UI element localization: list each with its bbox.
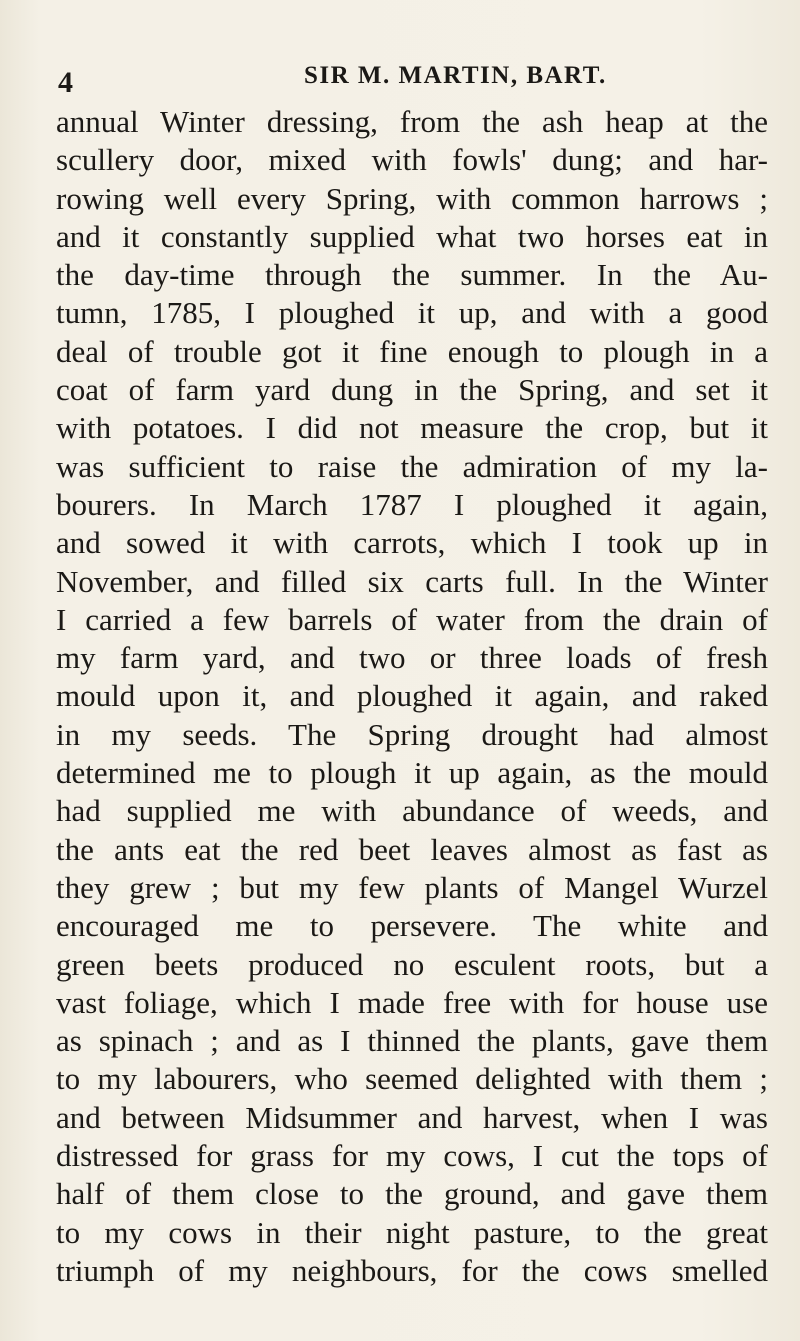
text-line: mould upon it, and ploughed it again, and raked (56, 678, 768, 714)
text-line: bourers. In March 1787 I ploughed it again, (56, 486, 768, 522)
text-line: was sufficient to raise the admiration of my la- (56, 448, 768, 484)
text-line: the day-time through the summer. In the Au- (56, 257, 768, 293)
text-line: scullery door, mixed with fowls' dung; and har- (56, 142, 768, 178)
text-line: as spinach ; and as I thinned the plants, gave them (56, 1023, 768, 1059)
text-line: to my cows in their night pasture, to the great (56, 1214, 768, 1250)
page-number: 4 (58, 66, 73, 99)
text-line: tumn, 1785, I ploughed it up, and with a good (56, 295, 768, 331)
text-line: and between Midsummer and harvest, when I was (56, 1099, 768, 1135)
text-line: rowing well every Spring, with common harrows ; (56, 180, 768, 216)
text-line: my farm yard, and two or three loads of fresh (56, 640, 768, 676)
body-text (56, 103, 776, 1290)
text-line: determined me to plough it up again, as the mould (56, 755, 768, 791)
text-line: and it constantly supplied what two horses eat in (56, 218, 768, 254)
running-head (58, 62, 758, 102)
text-line: and sowed it with carrots, which I took up in (56, 525, 768, 561)
text-line: distressed for grass for my cows, I cut the tops of (56, 1138, 768, 1174)
text-line: I carried a few barrels of water from the drain of (56, 601, 768, 637)
text-line: November, and filled six carts full. In the Winter (56, 563, 768, 599)
text-line: green beets produced no esculent roots, but a (56, 946, 768, 982)
text-line: encouraged me to persevere. The white and (56, 908, 768, 944)
text-line: annual Winter dressing, from the ash heap at the (56, 104, 768, 139)
text-line: to my labourers, who seemed delighted with them ; (56, 1061, 768, 1097)
running-title: SIR M. MARTIN, BART. (304, 62, 607, 89)
text-line: they grew ; but my few plants of Mangel Wurzel (56, 869, 768, 905)
text-line: in my seeds. The Spring drought had almost (56, 716, 768, 752)
text-line: triumph of my neighbours, for the cows smelled (56, 1252, 768, 1288)
text-line: coat of farm yard dung in the Spring, and set it (56, 372, 768, 408)
text-line: had supplied me with abundance of weeds, and (56, 793, 768, 829)
text-line: half of them close to the ground, and gave them (56, 1176, 768, 1212)
text-line: deal of trouble got it fine enough to plough in a (56, 333, 768, 369)
text-line: vast foliage, which I made free with for house use (56, 984, 768, 1020)
text-line: with potatoes. I did not measure the crop, but it (56, 410, 768, 446)
text-line: the ants eat the red beet leaves almost as fast as (56, 831, 768, 867)
